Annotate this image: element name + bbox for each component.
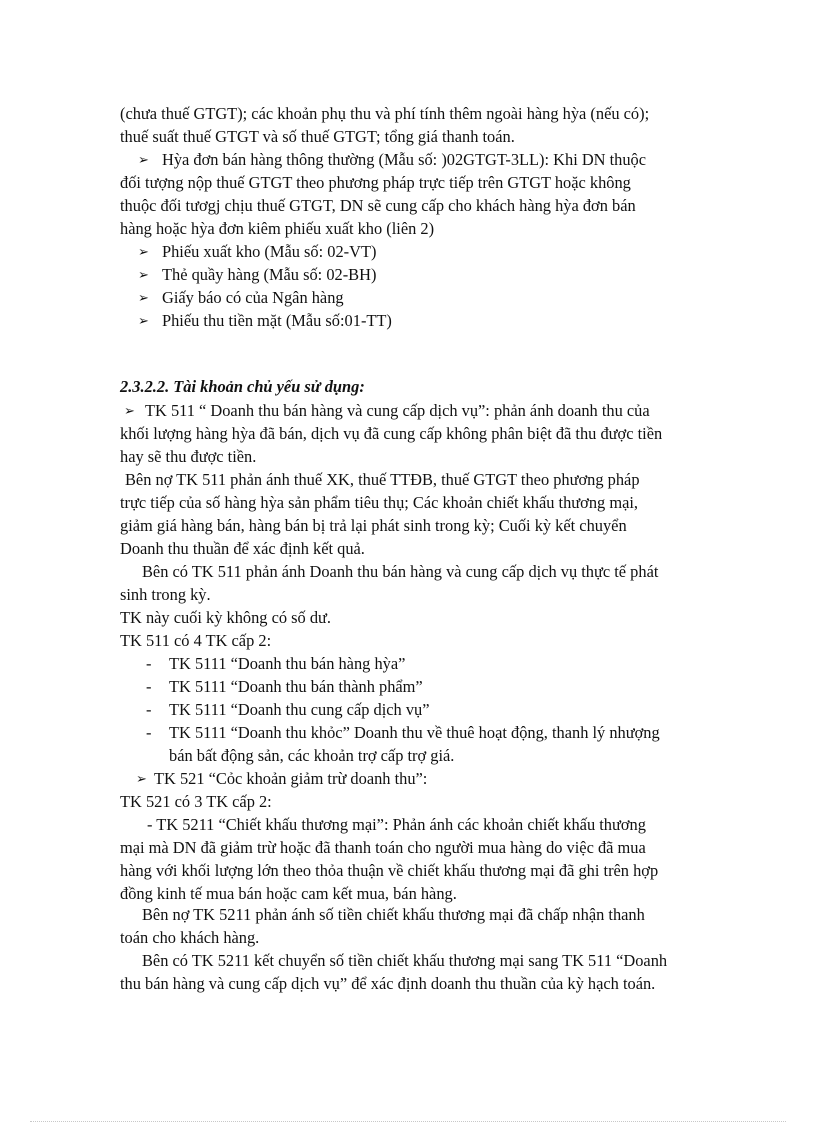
- text-line: thuộc đối tươgj chịu thuế GTGT, DN sẽ cung cấp cho khách hàng hỳa đơn bán: [120, 196, 636, 215]
- list-item: Giấy báo có của Ngân hàng: [162, 288, 344, 307]
- dash-bullet: -: [146, 654, 152, 673]
- list-item: TK 5111 “Doanh thu bán thành phẩm”: [169, 677, 423, 696]
- list-item: TK 5111 “Doanh thu bán hàng hỳa”: [169, 654, 406, 673]
- text-line: Bên nợ TK 5211 phản ánh số tiền chiết khấu thương mại đã chấp nhận thanh: [142, 905, 645, 924]
- text-line: Bên có TK 5211 kết chuyển số tiền chiết khấu thương mại sang TK 511 “Doanh: [142, 951, 668, 970]
- dash-bullet: -: [146, 700, 152, 719]
- text-line: trực tiếp của số hàng hỳa sản phẩm tiêu thụ; Các khoản chiết khấu thương mại,: [120, 493, 639, 512]
- arrow-bullet-icon: ➢: [138, 267, 149, 282]
- text-line: TK 521 có 3 TK cấp 2:: [120, 792, 272, 811]
- text-line: hàng hoặc hỳa đơn kiêm phiếu xuất kho (liên 2): [120, 219, 435, 238]
- text-line: Hỳa đơn bán hàng thông thường (Mẫu số: )02GTGT-3LL): Khi DN thuộc: [162, 150, 647, 169]
- dash-bullet: -: [146, 677, 152, 696]
- text-line: thuế suất thuế GTGT và số thuế GTGT; tổng giá thanh toán.: [120, 127, 515, 146]
- text-line: đối tượng nộp thuế GTGT theo phương pháp trực tiếp trên GTGT hoặc không: [120, 173, 631, 192]
- text-line: - TK 5211 “Chiết khấu thương mại”: Phản ánh các khoản chiết khấu thương: [147, 815, 646, 834]
- text-line: Bên có TK 511 phản ánh Doanh thu bán hàng và cung cấp dịch vụ thực tế phát: [142, 562, 659, 581]
- text-line: mại mà DN đã giảm trừ hoặc đã thanh toán cho người mua hàng do việc đã mua: [120, 838, 646, 857]
- text-line: (chưa thuế GTGT); các khoản phụ thu và phí tính thêm ngoài hàng hỳa (nếu có);: [120, 104, 650, 123]
- list-item: bán bất động sản, các khoản trợ cấp trợ giá.: [169, 746, 455, 765]
- list-item: Thẻ quầy hàng (Mẫu số: 02-BH): [162, 265, 377, 284]
- text-line: TK 511 có 4 TK cấp 2:: [120, 631, 272, 650]
- list-item: Phiếu thu tiền mặt (Mẫu số:01-TT): [162, 311, 392, 330]
- list-item: TK 5111 “Doanh thu khỏc” Doanh thu về thuê hoạt động, thanh lý nhượng: [169, 723, 660, 742]
- arrow-bullet-icon: ➢: [138, 290, 149, 305]
- text-line: Doanh thu thuần để xác định kết quả.: [120, 539, 365, 558]
- arrow-bullet-icon: ➢: [136, 771, 147, 786]
- arrow-bullet-icon: ➢: [124, 403, 135, 418]
- arrow-bullet-icon: ➢: [138, 313, 149, 328]
- text-line: Bên nợ TK 511 phản ánh thuế XK, thuế TTĐB, thuế GTGT theo phương pháp: [125, 470, 640, 489]
- text-line: toán cho khách hàng.: [120, 928, 260, 947]
- text-line: TK này cuối kỳ không có số dư.: [120, 608, 332, 627]
- dash-bullet: -: [146, 723, 152, 742]
- section-heading: 2.3.2.2. Tài khoản chủ yếu sử dụng:: [120, 377, 365, 396]
- text-line: TK 521 “Cỏc khoản giảm trừ doanh thu”:: [154, 769, 428, 788]
- text-line: sinh trong kỳ.: [120, 585, 211, 604]
- footer-divider: [30, 1121, 786, 1122]
- text-line: thu bán hàng và cung cấp dịch vụ” để xác định doanh thu thuần của kỳ hạch toán.: [120, 974, 656, 993]
- text-line: đồng kinh tế mua bán hoặc cam kết mua, bán hàng.: [120, 884, 457, 903]
- text-line: khối lượng hàng hỳa đã bán, dịch vụ đã cung cấp không phân biệt đã thu được tiền: [120, 424, 663, 443]
- text-line: TK 511 “ Doanh thu bán hàng và cung cấp dịch vụ”: phản ánh doanh thu của: [145, 401, 650, 420]
- text-line: hay sẽ thu được tiền.: [120, 447, 257, 466]
- text-line: hàng với khối lượng lớn theo thỏa thuận về chiết khấu thương mại đã ghi trên hợp: [120, 861, 659, 880]
- list-item: TK 5111 “Doanh thu cung cấp dịch vụ”: [169, 700, 430, 719]
- arrow-bullet-icon: ➢: [138, 244, 149, 259]
- list-item: Phiếu xuất kho (Mẫu số: 02-VT): [162, 242, 377, 261]
- arrow-bullet-icon: ➢: [138, 152, 149, 167]
- text-line: giảm giá hàng bán, hàng bán bị trả lại phát sinh trong kỳ; Cuối kỳ kết chuyển: [120, 516, 627, 535]
